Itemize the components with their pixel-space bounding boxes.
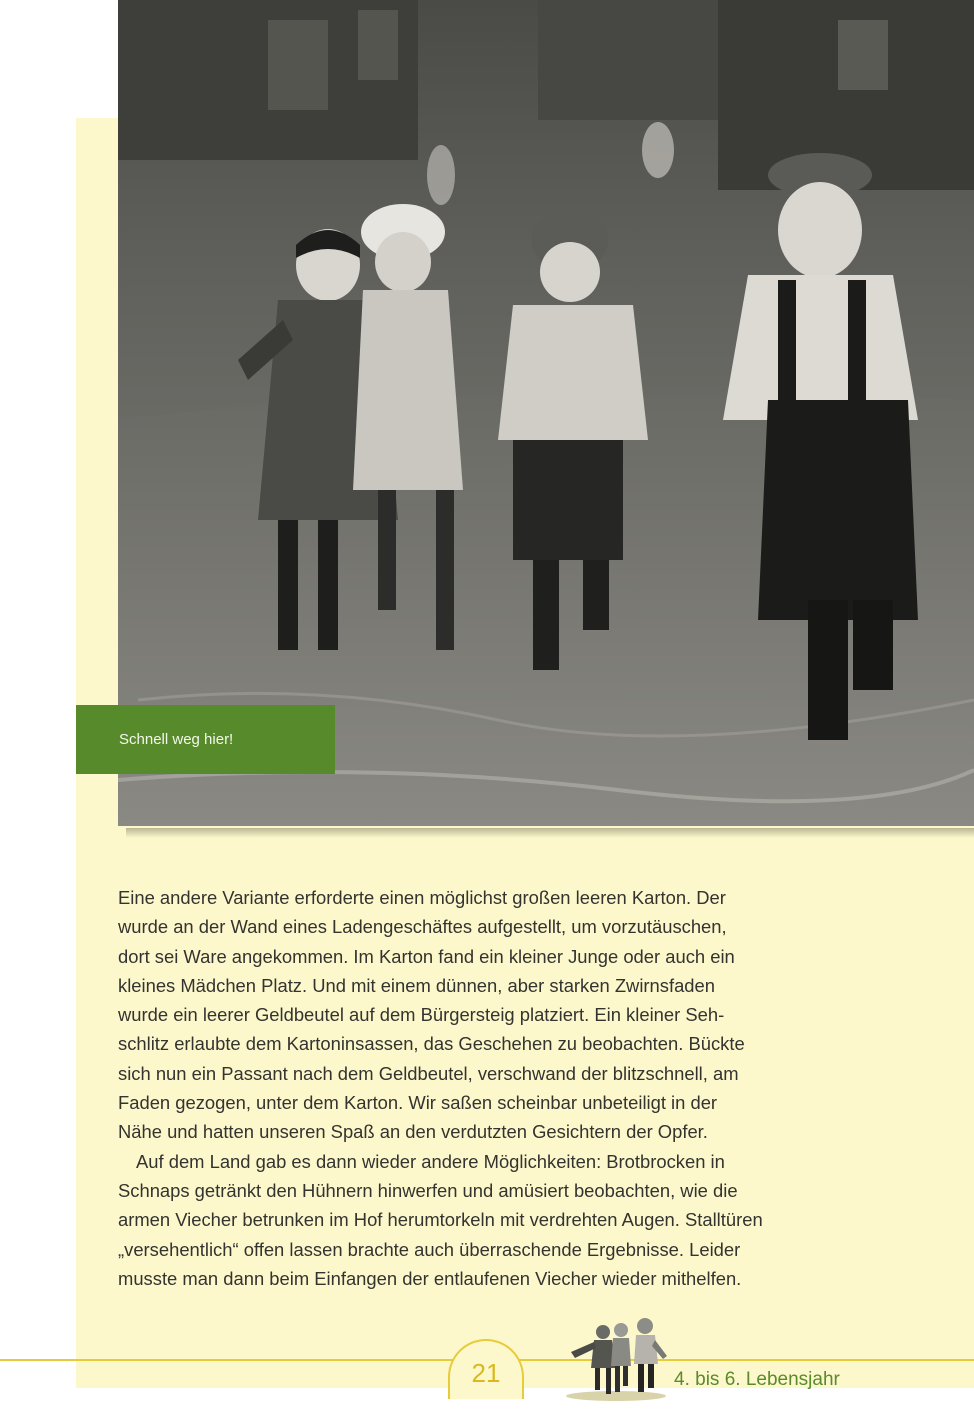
photo-caption: Schnell weg hier! bbox=[76, 705, 335, 774]
paragraph-2-line: Auf dem Land gab es dann wieder andere Möglichkeiten: Brotbrocken in bbox=[136, 1150, 725, 1172]
body-text bbox=[118, 883, 878, 1293]
paragraph-1-line: schlitz erlaubte dem Kartoninsassen, das Geschehen zu beobachten. Bückte bbox=[118, 1033, 745, 1055]
paragraph-2-line: „versehentlich“ offen lassen brachte auch überraschende Ergebnisse. Leider bbox=[118, 1238, 741, 1260]
paragraph-1-line: Nähe und hatten unseren Spaß an den verdutzten Gesichtern der Opfer. bbox=[118, 1121, 708, 1143]
paragraph-1-line: wurde an der Wand eines Ladengeschäftes aufgestellt, um vorzutäuschen, bbox=[118, 916, 727, 938]
running-children-figure bbox=[561, 1310, 671, 1402]
paragraph-1-line: Faden gezogen, unter dem Karton. Wir saßen scheinbar unbeteiligt in der bbox=[118, 1092, 718, 1114]
photo-shadow bbox=[126, 828, 974, 838]
page-number: 21 bbox=[471, 1358, 501, 1388]
photo-children-running bbox=[118, 0, 974, 826]
paragraph-1-line: Eine andere Variante erforderte einen möglichst großen leeren Karton. Der bbox=[118, 887, 726, 908]
paragraph-2-line: musste man dann beim Einfangen der entlaufenen Viecher wieder mithelfen. bbox=[118, 1267, 742, 1289]
paragraph-1-line: wurde ein leerer Geldbeutel auf dem Bürgersteig platziert. Ein kleiner Seh- bbox=[118, 1004, 725, 1026]
paragraph-1-line: kleines Mädchen Platz. Und mit einem dünnen, aber starken Zwirnsfaden bbox=[118, 974, 715, 996]
paragraph-2-line: armen Viecher betrunken im Hof herumtorkeln mit verdrehten Augen. Stalltüren bbox=[118, 1209, 763, 1231]
paragraph-1-line: sich nun ein Passant nach dem Geldbeutel, verschwand der blitzschnell, am bbox=[118, 1062, 739, 1084]
section-label: 4. bis 6. Lebensjahr bbox=[674, 1369, 840, 1390]
paragraph-2-line: Schnaps getränkt den Hühnern hinwerfen und amüsiert beobachten, wie die bbox=[118, 1179, 738, 1201]
paragraph-1-line: dort sei Ware angekommen. Im Karton fand ein kleiner Junge oder auch ein bbox=[118, 945, 735, 967]
